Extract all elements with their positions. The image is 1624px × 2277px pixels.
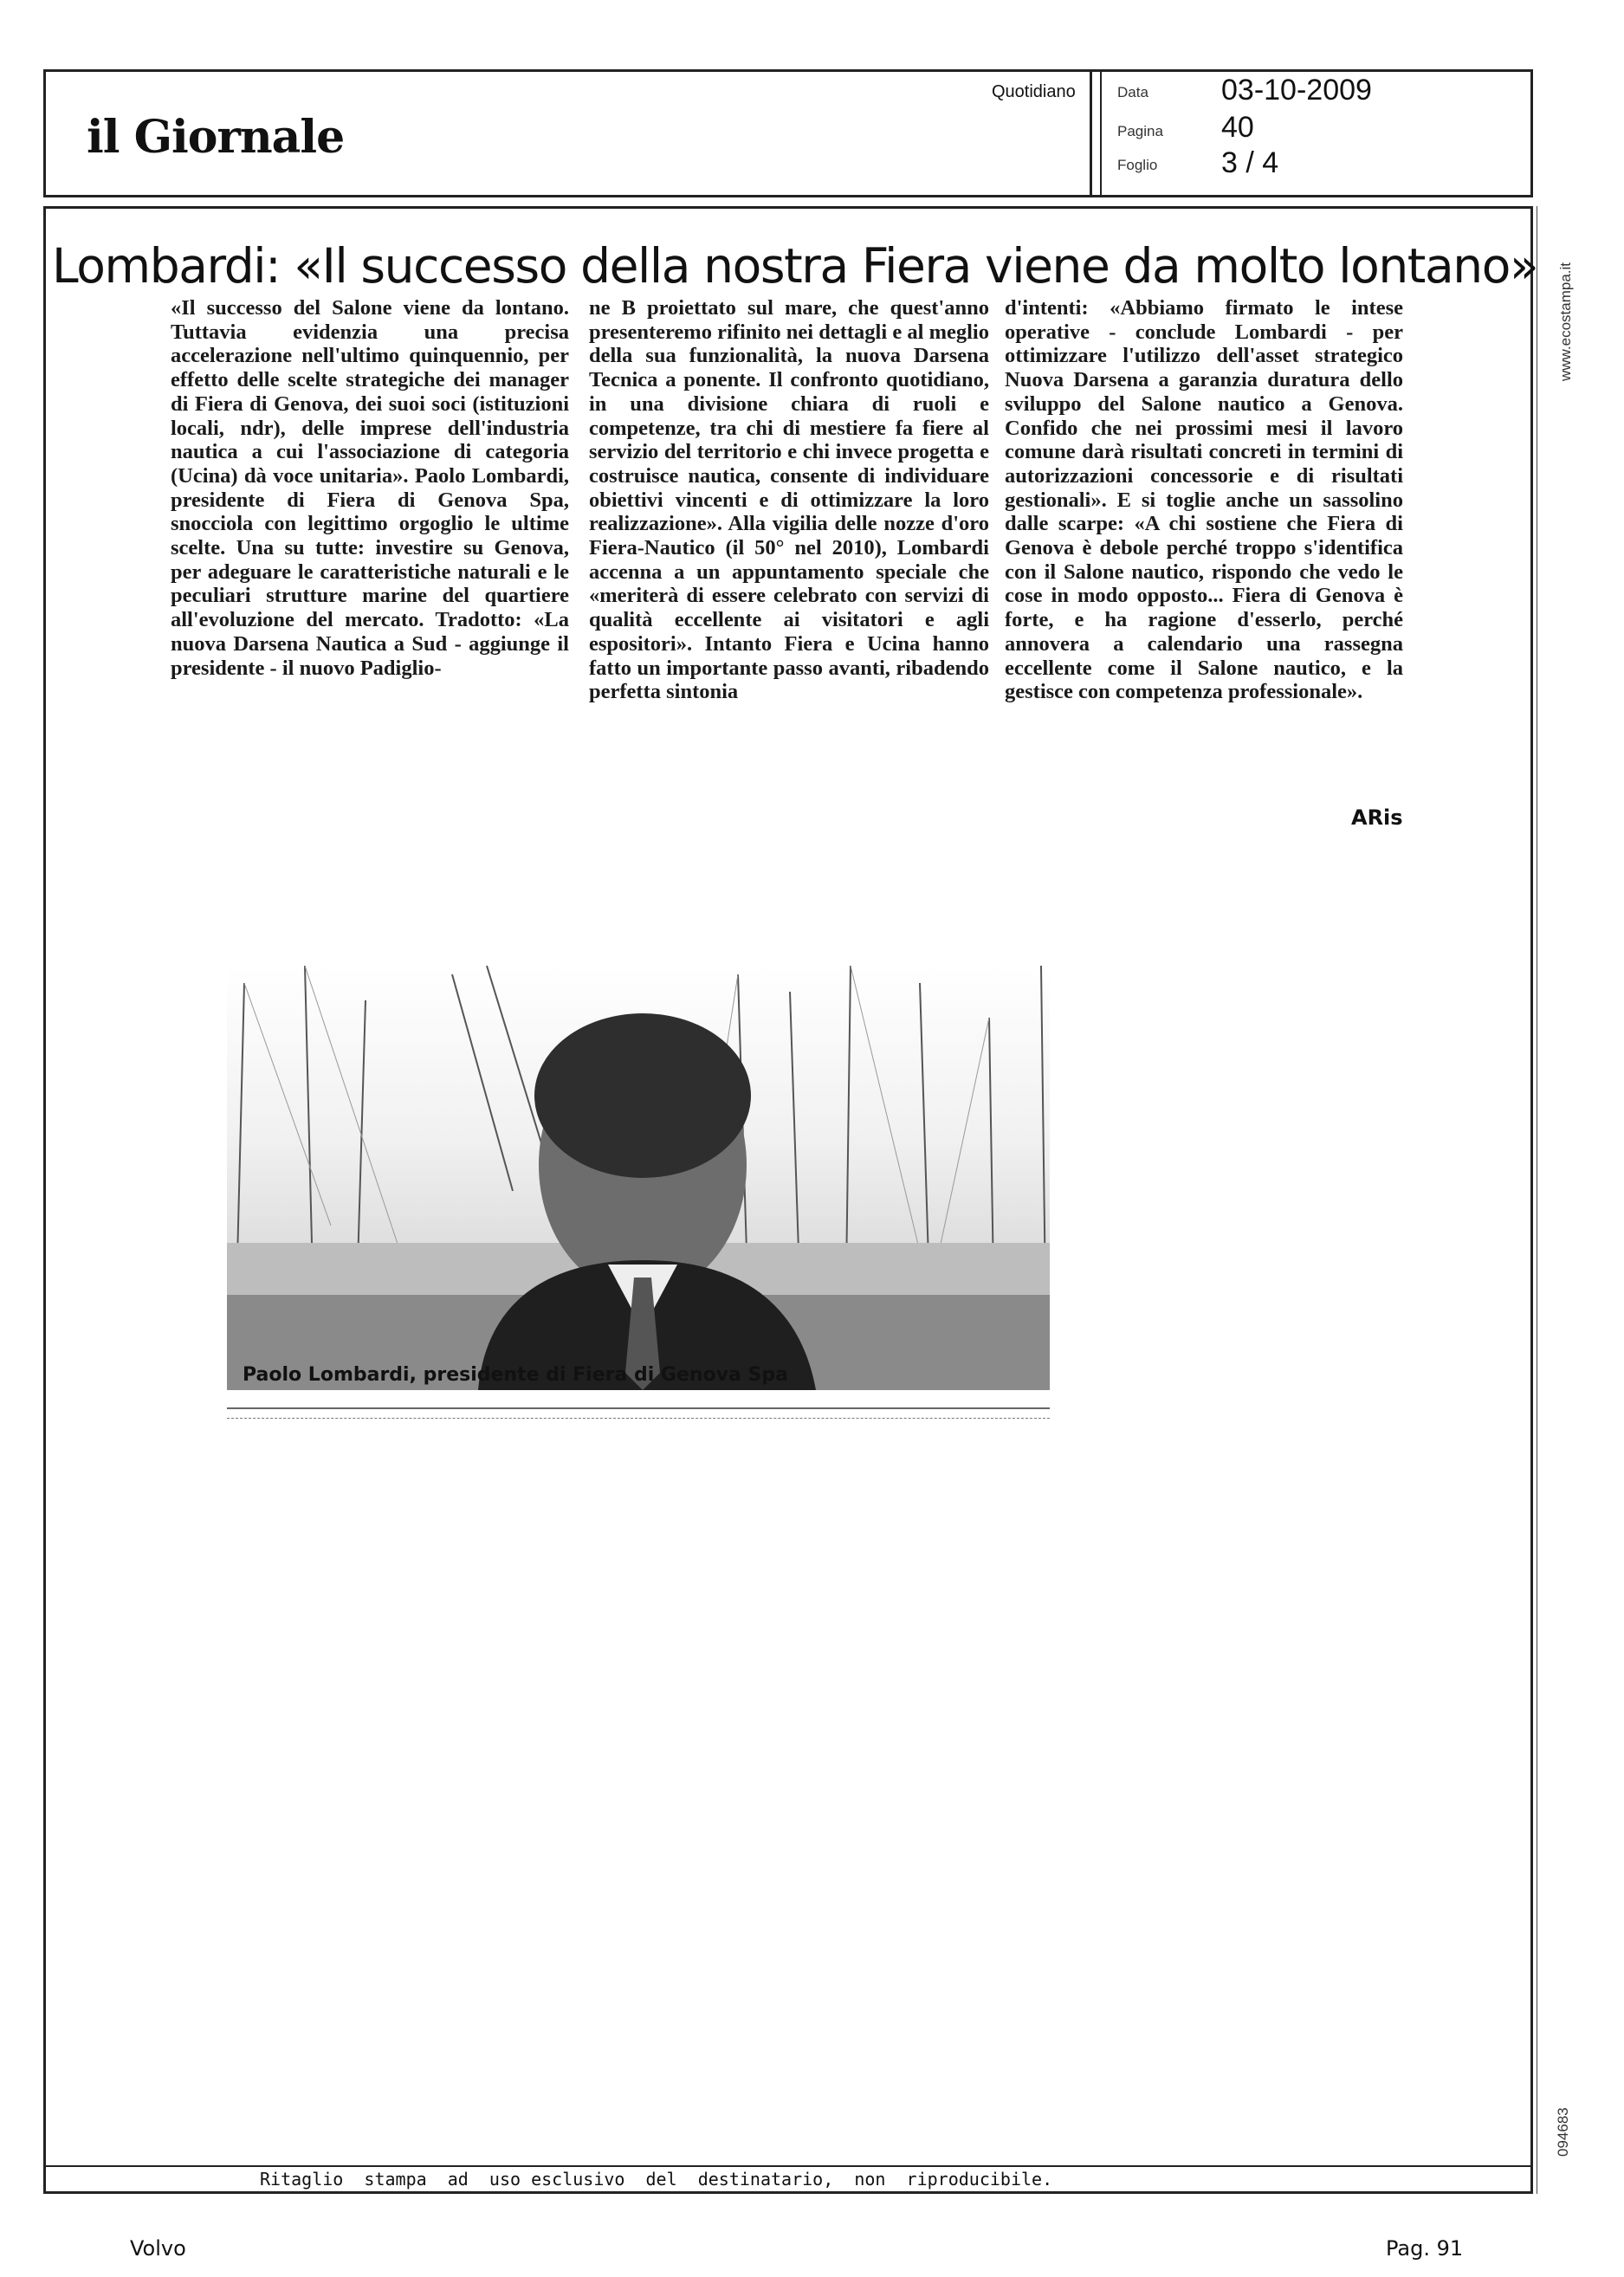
portrait-illustration	[227, 966, 1050, 1390]
article-headline: Lombardi: «Il successo della nostra Fiera viene da molto lontano»	[52, 238, 1538, 294]
caption-rule	[227, 1418, 1050, 1419]
photo-caption: Paolo Lombardi, presidente di Fiera di Genova Spa	[243, 1364, 788, 1386]
article-author: ARis	[1351, 805, 1403, 830]
article-column-2: ne B proiettato sul mare, che quest'anno presenteremo rifinito nei dettagli e al meglio della sua funzionalità, la nuova Darsena Tecnica a ponente. Il confronto quotidiano, in una divisione chiara di ruoli e competenze, tra chi di mestiere fa fiere al servizio del territorio e chi invece progetta e costruisce nautica, consente di individuare obiettivi vincenti e di ottimizzare la loro realizzazione». Alla vigilia delle nozze d'oro Fiera-Nautico (il 50° nel 2010), Lombardi accenna a un appuntamento speciale che «meriterà di essere celebrato con servizi di qualità eccellente ai visitatori e agli espositori». Intanto Fiera e Ucina hanno fatto un importante passo avanti, ribadendo perfetta sintonia	[589, 296, 989, 704]
date-label: Data	[1117, 84, 1148, 100]
client-name: Volvo	[130, 2236, 186, 2261]
page-number: Pag. 91	[1386, 2236, 1464, 2261]
page-label: Pagina	[1117, 123, 1163, 139]
portrait-photo	[227, 966, 1050, 1390]
person-hair	[534, 1013, 751, 1178]
page-value: 40	[1221, 111, 1254, 144]
footer-note: Ritaglio stampa ad uso esclusivo del destinatario, non riproducibile.	[260, 2169, 1053, 2190]
side-code: 094683	[1555, 2107, 1571, 2157]
header-divider	[1090, 69, 1092, 197]
date-value: 03-10-2009	[1221, 74, 1372, 107]
side-url: www.ecostampa.it	[1557, 262, 1574, 381]
sheet-label: Foglio	[1117, 157, 1158, 173]
article-column-3: d'intenti: «Abbiamo firmato le intese operative - conclude Lombardi - per ottimizzare l'utilizzo dell'asset strategico Nuova Darsena a garanzia duratura dello sviluppo del Salone nautico a Genova. Confido che nei prossimi mesi il lavoro comune darà risultati concreti in termini di autorizzazioni concessorie e di risultati gestionali». E si toglie anche un sassolino dalle scarpe: «A chi sostiene che Fiera di Genova è debole perché troppo s'identifica con il Salone nautico, rispondo che vedo le cose in modo opposto... Fiera di Genova è forte, e ha ragione d'esserlo, perché annovera a calendario una rassegna eccellente come il Salone nautico, e la gestisce con competenza professionale».	[1005, 296, 1403, 704]
article-column-1: «Il successo del Salone viene da lontano. Tuttavia evidenzia una precisa accelerazione nell'ultimo quinquennio, per effetto delle scelte strategiche dei manager di Fiera di Genova, dei suoi soci (istituzioni locali, ndr), delle imprese dell'industria nautica a cui l'associazione di categoria (Ucina) dà voce unitaria». Paolo Lombardi, presidente di Fiera di Genova Spa, snocciola con legittimo orgoglio le ultime scelte. Una su tutte: investire su Genova, per adeguare le caratteristiche naturali e le peculiari strutture marine del quartiere all'evoluzione del mercato. Tradotto: «La nuova Darsena Nautica a Sud - aggiunge il presidente - il nuovo Padiglio-	[171, 296, 569, 680]
footer-rule	[43, 2165, 1533, 2167]
caption-rule	[227, 1407, 1050, 1409]
masthead: il Giornale	[87, 111, 345, 164]
sheet-value: 3 / 4	[1221, 146, 1279, 179]
header-divider	[1100, 69, 1102, 197]
frequency-label: Quotidiano	[992, 82, 1076, 101]
